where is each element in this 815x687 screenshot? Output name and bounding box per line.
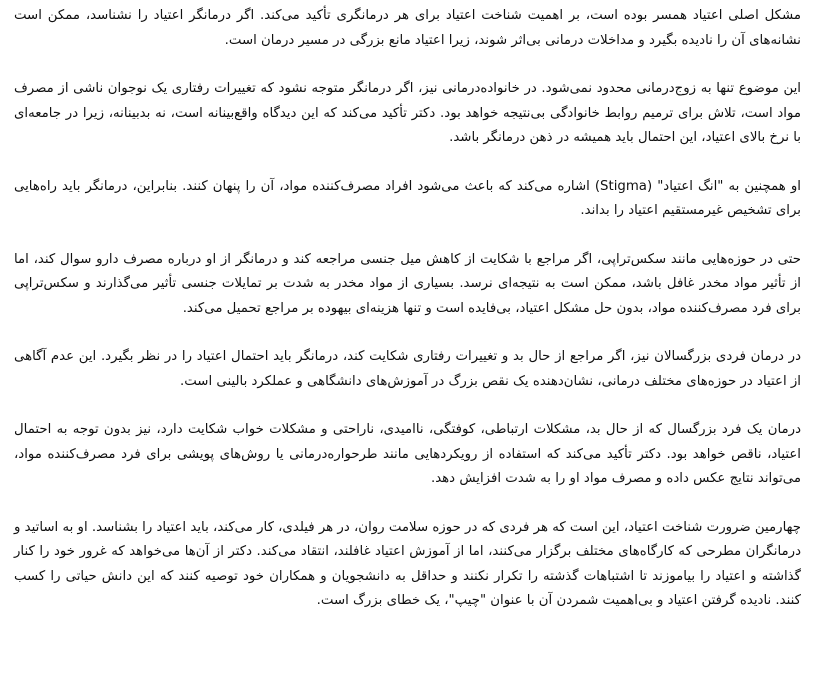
- paragraph-2: این موضوع تنها به زوج‌درمانی محدود نمی‌شود. در خانواده‌درمانی نیز، اگر درمانگر متوجه نشود که تغییرات رفتاری یک نوجوان ناشی از مصرف مواد است، تلاش برای ترمیم روابط خانوادگی بی‌نتیجه خواهد بود. دکتر تأکید می‌کند که این دیدگاه واقع‌بینانه است، نه بدبینانه، زیرا در جامعه‌ای با نرخ بالای اعتیاد، این احتمال باید همیشه در ذهن درمانگر باشد.: [14, 81, 801, 145]
- paragraph-3: او همچنین به "انگ اعتیاد" (Stigma) اشاره می‌کند که باعث می‌شود افراد مصرف‌کننده مواد، آن را پنهان کنند. بنابراین، درمانگر باید راه‌هایی برای تشخیص غیرمستقیم اعتیاد را بداند.: [14, 178, 801, 218]
- paragraph-6: درمان یک فرد بزرگسال که از حال بد، مشکلات ارتباطی، کوفتگی، ناامیدی، ناراحتی و مشکلات خواب شکایت دارد، نیز بدون توجه به احتمال اعتیاد، ناقص خواهد بود. دکتر تأکید می‌کند که استفاده از رویکردهایی مانند طرحواره‌درمانی یا روش‌های پویشی برای فرد مصرف‌کننده مواد، می‌تواند نتایج عکس داده و مصرف مواد او را به شدت افزایش دهد.: [14, 422, 801, 486]
- paragraph-5: در درمان فردی بزرگسالان نیز، اگر مراجع از حال بد و تغییرات رفتاری شکایت کند، درمانگر باید احتمال اعتیاد را در نظر بگیرد. این عدم آگاهی از اعتیاد در حوزه‌های مختلف درمانی، نشان‌دهنده یک نقص بزرگ در آموزش‌های دانشگاهی و عملکرد بالینی است.: [14, 349, 801, 389]
- paragraph-4: حتی در حوزه‌هایی مانند سکس‌تراپی، اگر مراجع با شکایت از کاهش میل جنسی مراجعه کند و درمانگر از او درباره مصرف دارو سوال کند، اما از تأثیر مواد مخدر غافل باشد، ممکن است به نتیجه‌ای نرسد. بسیاری از مواد مخدر به شدت بر تمایلات جنسی تأثیر می‌گذارند و سکس‌تراپی برای فرد مصرف‌کننده مواد، بدون حل مشکل اعتیاد، بی‌فایده است و تنها هزینه‌ای بیهوده بر مراجع تحمیل می‌کند.: [14, 251, 801, 316]
- paragraph-7: چهارمین ضرورت شناخت اعتیاد، این است که هر فردی که در حوزه سلامت روان، در هر فیلدی، کار می‌کند، باید اعتیاد را بشناسد. او به اساتید و درمانگران مطرحی که کارگاه‌های مختلف برگزار می‌کنند، اما از آموزش اعتیاد غافلند، انتقاد می‌کند. دکتر از آن‌ها می‌خواهد که غرور خود را کنار گذاشته و اعتیاد را بیاموزند تا اشتباهات گذشته را تکرار نکنند و حداقل به دانشجویان و همکاران خود توصیه کنند که این دانش حیاتی را کسب کنند. نادیده گرفتن اعتیاد و بی‌اهمیت شمردن آن با عنوان "چیپ"، یک خطای بزرگ است.: [14, 519, 801, 608]
- paragraph-1: مشکل اصلی اعتیاد همسر بوده است، بر اهمیت شناخت اعتیاد برای هر درمانگری تأکید می‌کند. اگر درمانگر اعتیاد را نشناسد، ممکن است نشانه‌های آن را نادیده بگیرد و مداخلات درمانی بی‌اثر شوند، زیرا اعتیاد مانع بزرگی در مسیر درمان است.: [14, 8, 801, 48]
